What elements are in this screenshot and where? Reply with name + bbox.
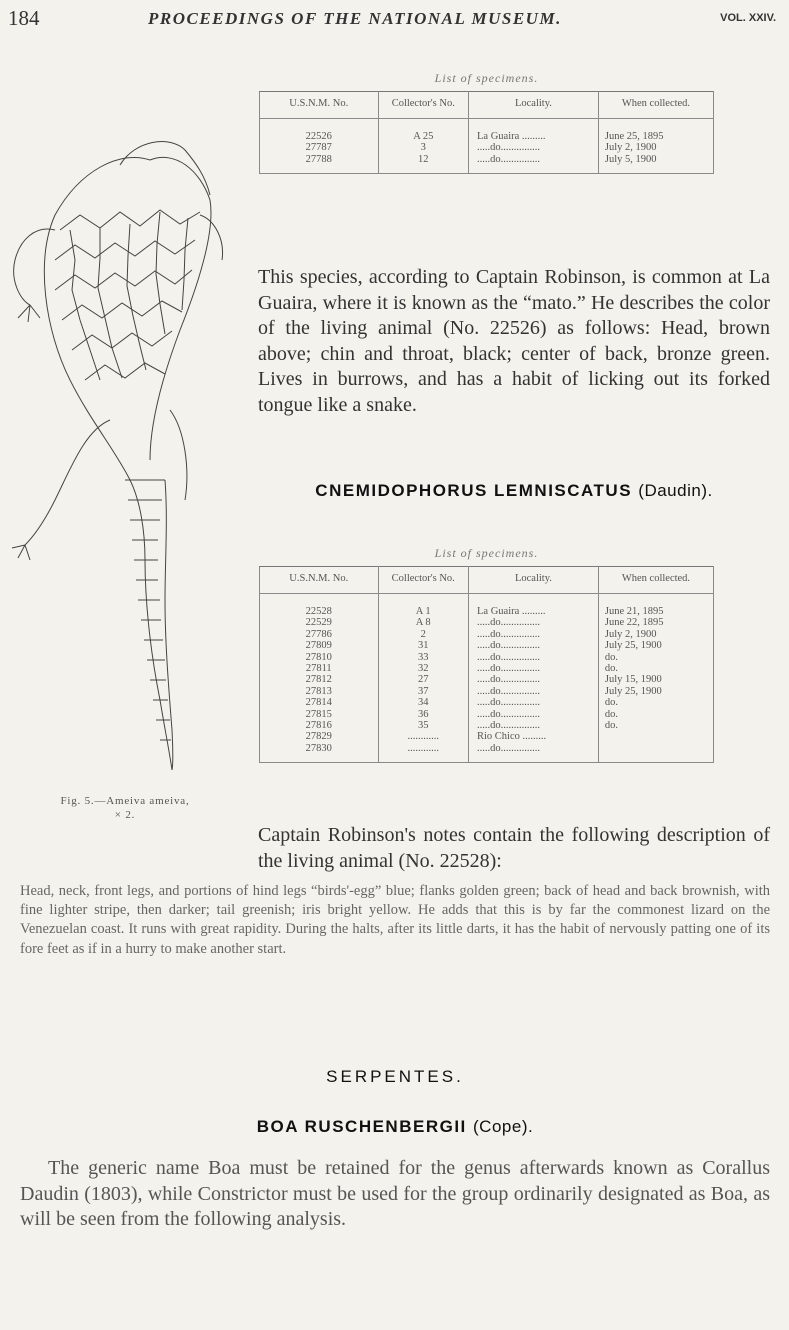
paragraph-boa-generic: The generic name Boa must be retained for the genus afterwards known as Corallus Daudin (1803), while Constrictor must be used for the group ordinarily designated as Boa, as will be seen from the following analysis. [20, 1157, 770, 1230]
table-row [260, 142, 714, 153]
table1-cell: July 5, 1900 [598, 154, 713, 174]
table1-cell: A 25 [378, 119, 469, 143]
table2-cell: 36 [378, 709, 469, 720]
table2-cell: .....do............... [469, 629, 599, 640]
species-author: (Cope). [473, 1117, 534, 1136]
table-row [260, 640, 714, 651]
table2-cell: July 15, 1900 [598, 674, 713, 685]
table-row [260, 119, 714, 143]
table2-cell: do. [598, 652, 713, 663]
table2-cell: 34 [378, 697, 469, 708]
table2-cell [598, 743, 713, 763]
table2-cell: 31 [378, 640, 469, 651]
species-heading-cnemidophorus [258, 481, 770, 501]
table2-cell: 33 [378, 652, 469, 663]
table2-cell: June 21, 1895 [598, 594, 713, 618]
figure-caption-line1: Fig. 5.—Ameiva ameiva, [60, 795, 190, 807]
table1-cell: 3 [378, 142, 469, 153]
table2-cell: 35 [378, 720, 469, 731]
table2-cell: 27811 [260, 663, 379, 674]
table2-cell: Rio Chico ......... [469, 731, 599, 742]
table-row [260, 674, 714, 685]
species-name: BOA RUSCHENBERGII [256, 1117, 467, 1136]
running-head [8, 6, 784, 36]
table2-cell: 27829 [260, 731, 379, 742]
table-row [260, 709, 714, 720]
table2-header-locality: Locality. [469, 567, 599, 594]
table2-cell: .....do............... [469, 640, 599, 651]
table2-cell: 27810 [260, 652, 379, 663]
table2-cell: ............ [378, 743, 469, 763]
table2-cell: 27813 [260, 686, 379, 697]
table2-cell: 27809 [260, 640, 379, 651]
table-row [260, 629, 714, 640]
table2-header-usnm: U.S.N.M. No. [260, 567, 379, 594]
table-row [260, 154, 714, 174]
table-row [260, 594, 714, 618]
table2-cell: July 2, 1900 [598, 629, 713, 640]
table2-cell: .....do............... [469, 617, 599, 628]
table2-cell: 27816 [260, 720, 379, 731]
table2-cell: ............ [378, 731, 469, 742]
table-row [260, 720, 714, 731]
table-row [260, 731, 714, 742]
page-number: 184 [8, 6, 40, 30]
table2-cell: .....do............... [469, 686, 599, 697]
table1-header-when: When collected. [598, 92, 713, 119]
species-heading-boa [20, 1117, 770, 1137]
section-heading-serpentes: SERPENTES. [326, 1067, 464, 1086]
table-row [260, 686, 714, 697]
paragraph-mato: This species, according to Captain Robinson, is common at La Guaira, where it is known as the “mato.” He describes the color of the living animal (No. 22526) as follows: Head, brown above; chin and throat, black; center of back, bronze green. Lives in burrows, and has a habit of licking out its forked tongue like a snake. [258, 266, 770, 416]
table1-header-collector: Collector's No. [378, 92, 469, 119]
paragraph-description: Head, neck, front legs, and portions of hind legs “birds'-egg” blue; flanks golden green; back of head and back brownish, with fine lighter stripe, then darker; tail greenish; iris bright yellow. He adds that this is by far the commonest lizard on the Venezuelan coast. It runs with great rapidity. During the halts, after its little darts, it has the habit of nervously patting one of its fore feet as if in a hurry to make another start. [20, 883, 770, 957]
table1-header-locality: Locality. [469, 92, 599, 119]
table2-cell: do. [598, 697, 713, 708]
table2-cell: June 22, 1895 [598, 617, 713, 628]
figure-caption-line2: × 2. [114, 809, 136, 821]
table2-cell: 37 [378, 686, 469, 697]
table1-header-usnm: U.S.N.M. No. [260, 92, 379, 119]
table2-cell: A 1 [378, 594, 469, 618]
table-row [260, 697, 714, 708]
table2-cell: 22528 [260, 594, 379, 618]
table1-cell: .....do............... [469, 154, 599, 174]
table1-cell: July 2, 1900 [598, 142, 713, 153]
table2-cell: do. [598, 720, 713, 731]
table2-cell: July 25, 1900 [598, 686, 713, 697]
table2 [259, 566, 714, 763]
table2-header-collector: Collector's No. [378, 567, 469, 594]
journal-title: PROCEEDINGS OF THE NATIONAL MUSEUM. [148, 9, 562, 28]
table2-cell: .....do............... [469, 720, 599, 731]
table2-cell: 27814 [260, 697, 379, 708]
table2-cell: 2 [378, 629, 469, 640]
volume-label: VOL. XXIV. [720, 12, 776, 24]
table-row [260, 617, 714, 628]
figure-caption [0, 794, 250, 822]
table1-cell: 22526 [260, 119, 379, 143]
table2-cell: 32 [378, 663, 469, 674]
table1-caption: List of specimens. [434, 71, 539, 85]
paragraph-notes-intro: Captain Robinson's notes contain the following description of the living animal (No. 22528): [258, 824, 770, 872]
table1-cell: June 25, 1895 [598, 119, 713, 143]
table2-cell: A 8 [378, 617, 469, 628]
table2-cell [598, 731, 713, 742]
table1-cell: La Guaira ......... [469, 119, 599, 143]
table2-cell: .....do............... [469, 743, 599, 763]
table1 [259, 91, 714, 174]
table2-cell: 27830 [260, 743, 379, 763]
table2-cell: .....do............... [469, 663, 599, 674]
table1-cell: .....do............... [469, 142, 599, 153]
table2-cell: do. [598, 663, 713, 674]
table2-cell: 22529 [260, 617, 379, 628]
table2-cell: 27812 [260, 674, 379, 685]
lizard-illustration [0, 40, 250, 770]
table1-cell: 12 [378, 154, 469, 174]
table2-cell: .....do............... [469, 674, 599, 685]
table2-cell: July 25, 1900 [598, 640, 713, 651]
table2-cell: do. [598, 709, 713, 720]
species-author: (Daudin). [638, 481, 713, 500]
table2-cell: La Guaira ......... [469, 594, 599, 618]
table2-cell: 27786 [260, 629, 379, 640]
table-row [260, 652, 714, 663]
table2-cell: .....do............... [469, 709, 599, 720]
table-row [260, 663, 714, 674]
table2-cell: 27815 [260, 709, 379, 720]
table2-header-when: When collected. [598, 567, 713, 594]
table2-caption: List of specimens. [434, 546, 539, 560]
table2-cell: .....do............... [469, 652, 599, 663]
table1-cell: 27788 [260, 154, 379, 174]
table-row [260, 743, 714, 763]
table1-cell: 27787 [260, 142, 379, 153]
table2-cell: .....do............... [469, 697, 599, 708]
table2-cell: 27 [378, 674, 469, 685]
species-name: CNEMIDOPHORUS LEMNISCATUS [315, 481, 633, 500]
